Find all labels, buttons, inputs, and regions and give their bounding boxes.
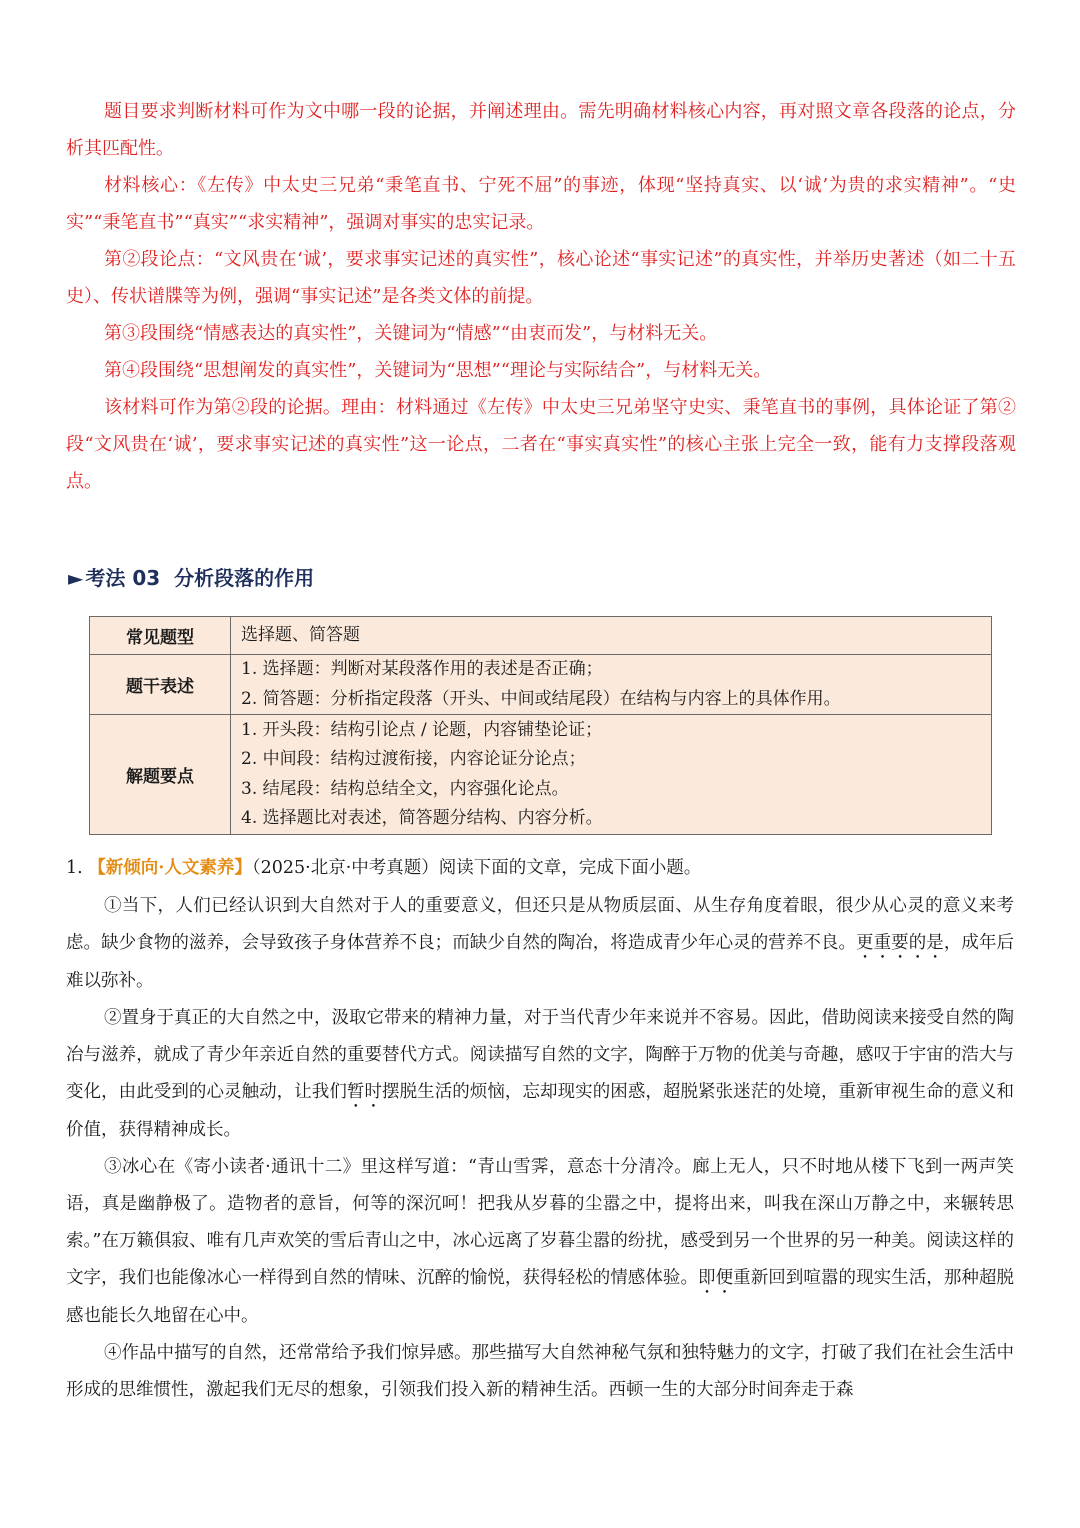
row-line: 2. 简答题：分析指定段落（开头、中间或结尾段）在结构与内容上的具体作用。 <box>241 688 841 709</box>
essay-text-span: ③冰心在《寄小读者·通讯十二》里这样写道：“青山雪霁，意态十分清冷。廊上无人，只不时地从楼下飞到一两声笑语，真是幽静极了。造物者的意旨，何等的深沉呵！把我从岁暮的尘嚣之中，提将出来，叫我在深山万静之中，来辗转思索。”在万籁俱寂、唯有几声欢笑的雪后青山之中，冰心远离了岁暮尘嚣的纷扰，感受到另一个世界的另一种美。阅读这样的文字，我们也能像冰心一样得到自然的情味、沉醉的愉悦，获得轻松的情感体验。 <box>66 1157 1014 1288</box>
row-value <box>231 655 992 715</box>
analysis-paragraph: 材料核心：《左传》中太史三兄弟“秉笔直书、宁死不屈”的事迹，体现“坚持真实、以‘诚’为贵的求实精神”。“史实”“秉笔直书”“真实”“求实精神”，强调对事实的忠实记录。 <box>66 175 1016 233</box>
essay-text-span: ②置身于真正的大自然之中，汲取它带来的精神力量，对于当代青少年来说并不容易。因此，借助阅读来接受自然的陶冶与滋养，就成了青少年亲近自然的重要替代方式。阅读描写自然的文字，陶醉于万物的优美与奇趣，感叹于宇宙的浩大与变化，由此受到的心灵触动，让我们 <box>66 1008 1014 1102</box>
row-line: 2. 中间段：结构过渡衔接，内容论证分论点； <box>241 749 586 769</box>
section-heading <box>68 562 314 591</box>
essay-paragraph <box>66 1149 1014 1335</box>
table-row <box>90 655 992 715</box>
row-value <box>231 715 992 835</box>
answer-analysis <box>66 93 1016 500</box>
row-line: 选择题、简答题 <box>241 624 360 645</box>
row-line: 1. 开头段：结构引论点 / 论题，内容铺垫论证； <box>241 719 603 740</box>
question-source: （2025·北京·中考真题） <box>251 858 439 878</box>
essay-paragraph <box>66 888 1014 1000</box>
essay-paragraph <box>66 1000 1014 1149</box>
analysis-paragraph: 第④段围绕“思想阐发的真实性”，关键词为“思想”“理论与实际结合”，与材料无关。 <box>104 360 772 381</box>
emphasized-text: 即便 <box>698 1268 734 1288</box>
analysis-paragraph: 第②段论点：“文风贵在‘诚’，要求事实记述的真实性”，核心论述“事实记述”的真实性，并举历史著述（如二十五史）、传状谱牒等为例，强调“事实记述”是各类文体的前提。 <box>66 249 1016 307</box>
essay-text <box>66 888 1014 1409</box>
essay-text-span: ①当下，人们已经认识到大自然对于人的重要意义，但还只是从物质层面、从生存角度着眼，很少从心灵的意义来考虑。缺少食物的滋养，会导致孩子身体营养不良；而缺少自然的陶冶，将造成青少年心灵的营养不良。 <box>66 896 1014 953</box>
question-prompt: 阅读下面的文章，完成下面小题。 <box>438 858 702 878</box>
analysis-paragraph: 题目要求判断材料可作为文中哪一段的论据，并阐述理由。需先明确材料核心内容，再对照文章各段落的论点，分析其匹配性。 <box>66 101 1016 159</box>
row-line: 3. 结尾段：结构总结全文，内容强化论点。 <box>241 778 569 799</box>
row-key: 题干表述 <box>90 655 231 715</box>
emphasized-text: 更重要的是 <box>856 933 944 953</box>
row-key: 常见题型 <box>90 617 231 655</box>
question-number: 1. <box>66 858 83 878</box>
section-title: 考法 03 分析段落的作用 <box>85 566 315 590</box>
row-key: 解题要点 <box>90 715 231 835</box>
row-line: 1. 选择题：判断对某段落作用的表述是否正确； <box>241 659 603 679</box>
analysis-paragraph: 该材料可作为第②段的论据。理由：材料通过《左传》中太史三兄弟坚守史实、秉笔直书的事例，具体论证了第②段“文风贵在‘诚’，要求事实记述的真实性”这一论点，二者在“事实真实性”的核心主张上完全一致，能有力支撑段落观点。 <box>66 397 1016 492</box>
analysis-paragraph: 第③段围绕“情感表达的真实性”，关键词为“情感”“由衷而发”，与材料无关。 <box>104 323 718 344</box>
essay-text-span: 摆脱生活的烦恼，忘却现实的困惑，超脱紧张迷茫的处境，重新审视生命的意义和价值，获得精神成长。 <box>66 1082 1015 1140</box>
question-header <box>66 853 701 883</box>
question-tag: 【新倾向·人文素养】 <box>88 858 252 878</box>
essay-paragraph: ④作品中描写的自然，还常常给予我们惊异感。那些描写大自然神秘气氛和独特魅力的文字，打破了我们在社会生活中形成的思维惯性，激起我们无尽的想象，引领我们投入新的精神生活。西顿一生的大部分时间奔走于森 <box>66 1343 1014 1400</box>
triangle-bullet-icon: ► <box>68 566 84 590</box>
row-line: 4. 选择题比对表述，简答题分结构、内容分析。 <box>241 808 603 828</box>
row-value <box>231 617 992 655</box>
essay-text-span: ，成年后难以弥补。 <box>66 933 1015 991</box>
table-row <box>90 715 992 835</box>
emphasized-text: 暂时 <box>346 1082 383 1102</box>
table-row <box>90 617 992 655</box>
essay-text-span: 重新回到喧嚣的现实生活，那种超脱感也能长久地留在心中。 <box>66 1268 1015 1326</box>
method-table <box>89 616 992 835</box>
